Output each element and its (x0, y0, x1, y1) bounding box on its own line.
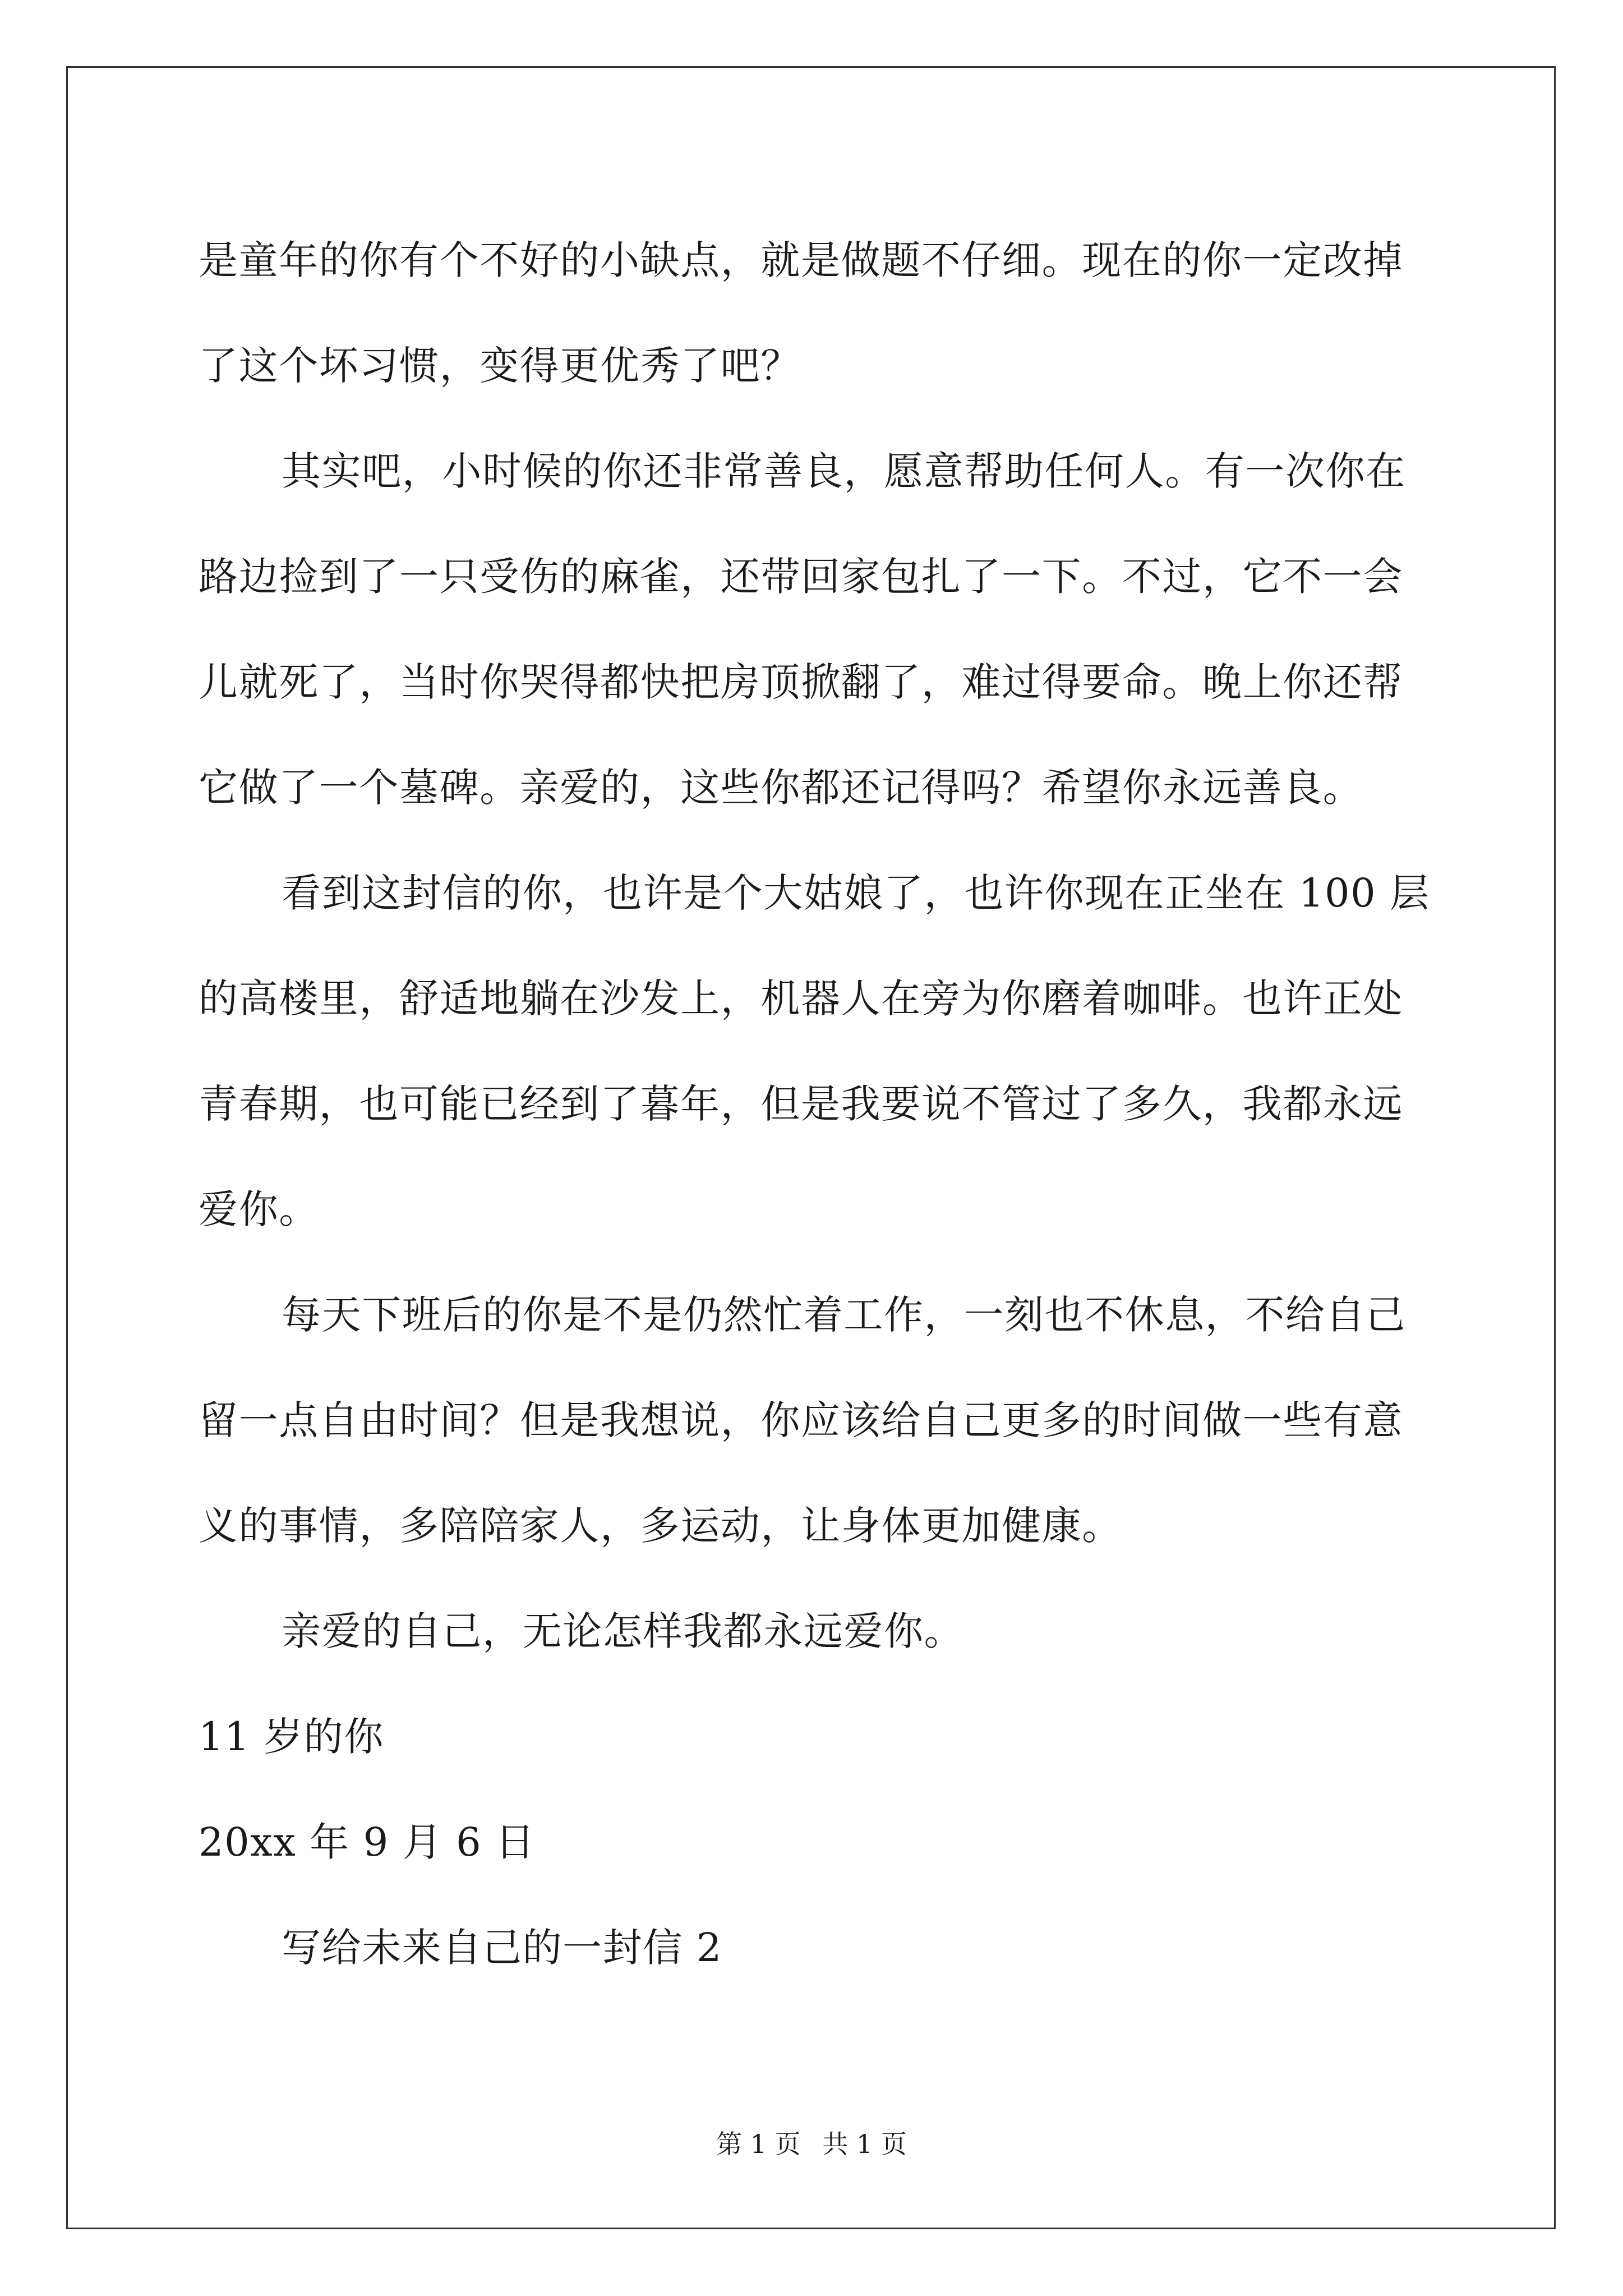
paragraph-line: 其实吧，小时候的你还非常善良，愿意帮助任何人。有一次你在 (282, 448, 1406, 494)
paragraph-line: 看到这封信的你，也许是个大姑娘了，也许你现在正坐在 100 层 (282, 870, 1430, 916)
paragraph-line: 路边捡到了一只受伤的麻雀，还带回家包扎了一下。不过，它不一会 (199, 554, 1403, 600)
paragraph-line: 义的事情，多陪陪家人，多运动，让身体更加健康。 (199, 1503, 1122, 1549)
paragraph-line: 亲爱的自己，无论怎样我都永远爱你。 (282, 1608, 965, 1654)
paragraph-line: 青春期，也可能已经到了暮年，但是我要说不管过了多久，我都永远 (199, 1081, 1403, 1127)
paragraph-line: 是童年的你有个不好的小缺点，就是做题不仔细。现在的你一定改掉 (199, 237, 1403, 283)
paragraph-line: 留一点自由时间？但是我想说，你应该给自己更多的时间做一些有意 (199, 1397, 1403, 1443)
paragraph-line: 儿就死了，当时你哭得都快把房顶掀翻了，难过得要命。晚上你还帮 (199, 659, 1403, 705)
date-line: 20xx 年 9 月 6 日 (199, 1819, 536, 1865)
next-letter-title: 写给未来自己的一封信 2 (282, 1925, 722, 1971)
document-body (199, 208, 1430, 2000)
paragraph-line: 爱你。 (199, 1186, 319, 1232)
signature-line: 11 岁的你 (199, 1714, 384, 1760)
paragraph-line: 了这个坏习惯，变得更优秀了吧？ (199, 343, 801, 389)
page-number-current: 第 1 页 (716, 2129, 801, 2159)
paragraph-line: 它做了一个墓碑。亲爱的，这些你都还记得吗？希望你永远善良。 (199, 765, 1363, 811)
page-number-total: 共 1 页 (822, 2129, 907, 2159)
page-footer (0, 2127, 1623, 2161)
paragraph-line: 每天下班后的你是不是仍然忙着工作，一刻也不休息，不给自己 (282, 1292, 1406, 1338)
paragraph-line: 的高楼里，舒适地躺在沙发上，机器人在旁为你磨着咖啡。也许正处 (199, 976, 1403, 1022)
